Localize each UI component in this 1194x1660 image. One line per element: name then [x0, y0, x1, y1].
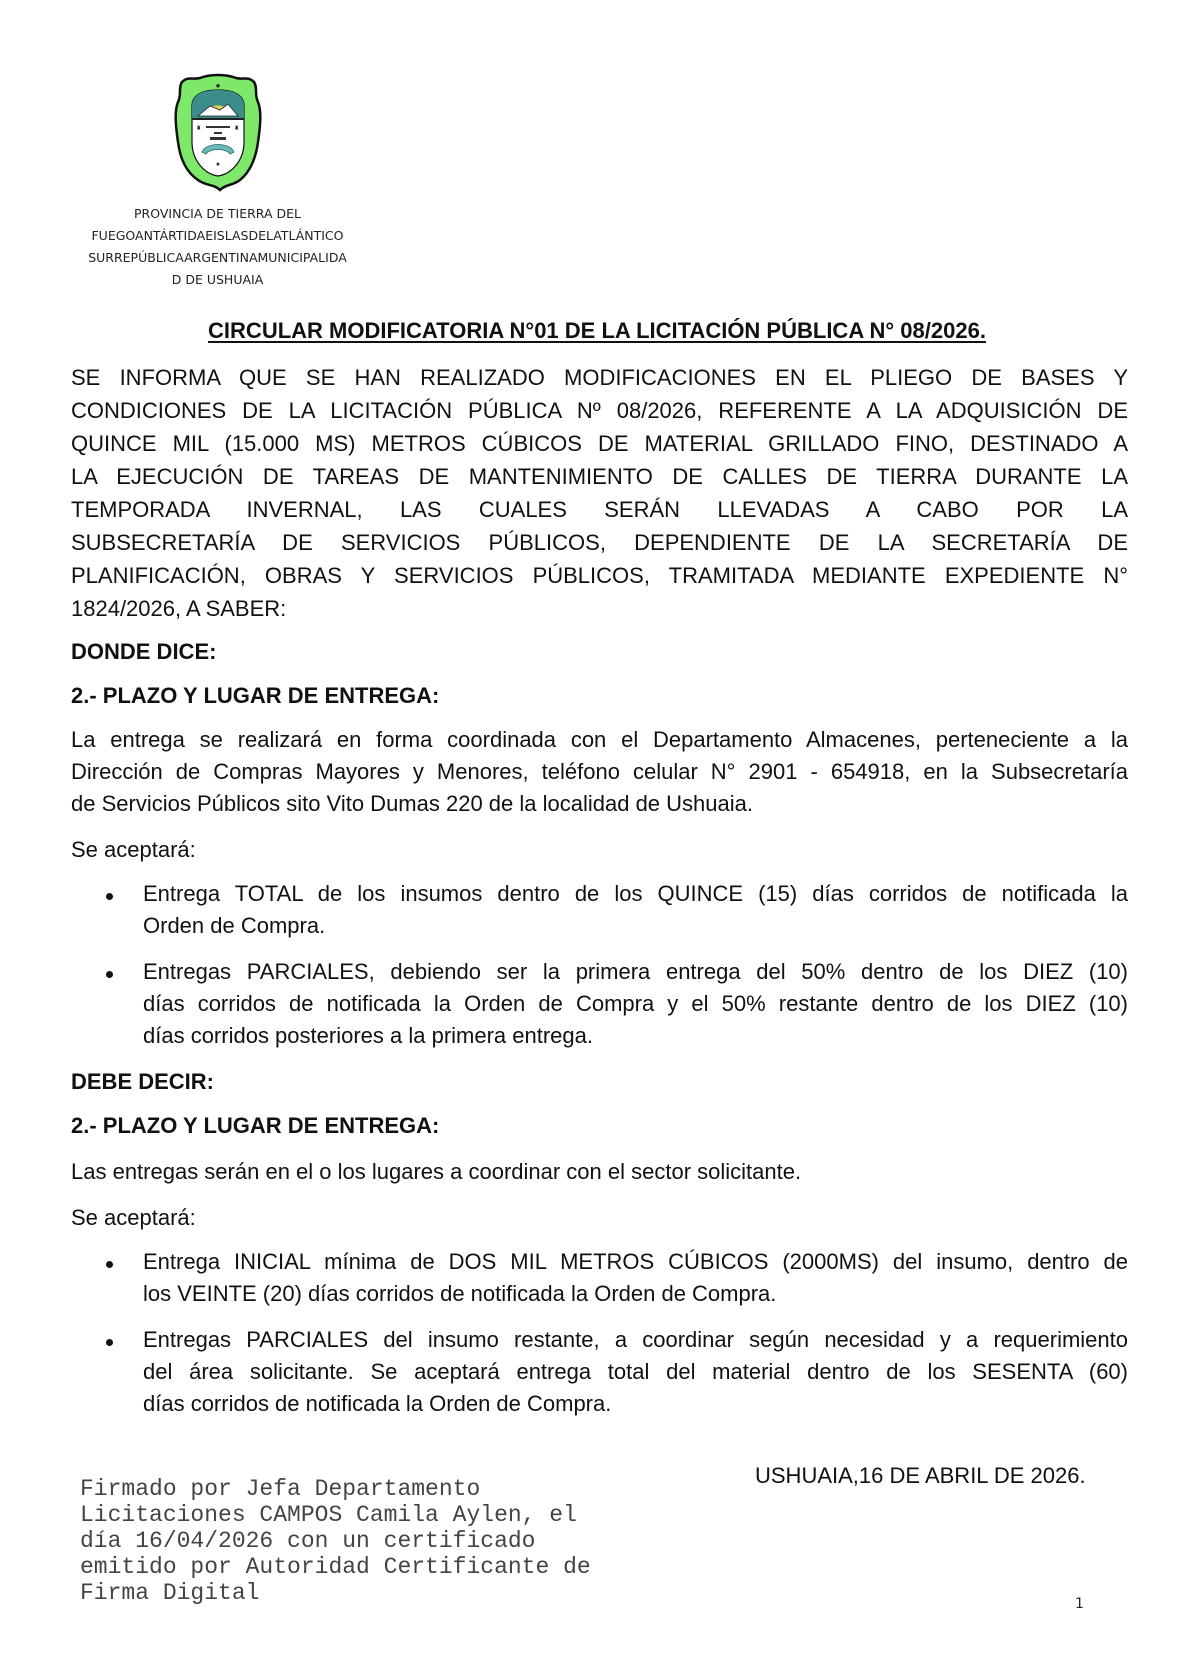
digital-signature-line: Licitaciones CAMPOS Camila Aylen, el [80, 1502, 577, 1528]
logo-text-2 [214, 132, 222, 134]
intro-line: PLANIFICACIÓN, OBRAS Y SERVICIOS PÚBLICOS, TRAMITADA MEDIANTE EXPEDIENTE N° [71, 563, 1128, 588]
logo-tower-left: ♜ [196, 126, 202, 132]
debe-decir-heading: DEBE DECIR: [71, 1069, 215, 1094]
intro-line: QUINCE MIL (15.000 MS) METROS CÚBICOS DE MATERIAL GRILLADO FINO, DESTINADO A [71, 431, 1128, 456]
donde-dice-bullet-line: Entrega TOTAL de los insumos dentro de los QUINCE (15) días corridos de notificada la [143, 881, 1128, 906]
intro-line: SUBSECRETARÍA DE SERVICIOS PÚBLICOS, DEPENDIENTE DE LA SECRETARÍA DE [71, 530, 1128, 555]
digital-signature-line: emitido por Autoridad Certificante de [80, 1554, 591, 1580]
org-line: PROVINCIA DE TIERRA DEL [134, 206, 301, 221]
bullet-icon [106, 971, 113, 978]
donde-dice-bullet-line: Orden de Compra. [143, 913, 326, 938]
bullet-icon [106, 1339, 113, 1346]
digital-signature-line: día 16/04/2026 con un certificado [80, 1528, 536, 1554]
logo-star-top: ★ [214, 83, 222, 90]
donde-dice-heading: DONDE DICE: [71, 639, 217, 664]
document-title: CIRCULAR MODIFICATORIA N°01 DE LA LICITACIÓN PÚBLICA N° 08/2026. [208, 318, 986, 343]
donde-dice-bullet-line: Entregas PARCIALES, debiendo ser la primera entrega del 50% dentro de los DIEZ (10) [143, 959, 1128, 984]
debe-decir-accept-label: Se aceptará: [71, 1205, 196, 1230]
org-line: FUEGOANTÁRTIDAEISLASDELATLÁNTICO [91, 228, 344, 243]
org-line: D DE USHUAIA [171, 272, 264, 287]
donde-dice-accept-label: Se aceptará: [71, 837, 196, 862]
logo-band [192, 118, 244, 120]
donde-dice-paragraph-line: Dirección de Compras Mayores y Menores, teléfono celular N° 2901 - 654918, en la Subsecretaría [71, 759, 1128, 784]
digital-signature-line: Firmado por Jefa Departamento [80, 1476, 481, 1502]
bullet-icon [106, 1261, 113, 1268]
intro-line: 1824/2026, A SABER: [71, 596, 287, 621]
donde-dice-bullet-line: días corridos posteriores a la primera entrega. [143, 1023, 593, 1048]
debe-decir-paragraph: Las entregas serán en el o los lugares a coordinar con el sector solicitante. [71, 1159, 802, 1184]
intro-line: LA EJECUCIÓN DE TAREAS DE MANTENIMIENTO DE CALLES DE TIERRA DURANTE LA [71, 464, 1128, 489]
donde-dice-bullet-line: días corridos de notificada la Orden de Compra y el 50% restante dentro de los DIEZ (10) [143, 991, 1128, 1016]
intro-line: CONDICIONES DE LA LICITACIÓN PÚBLICA Nº 08/2026, REFERENTE A LA ADQUISICIÓN DE [71, 398, 1128, 423]
donde-dice-paragraph-line: La entrega se realizará en forma coordinada con el Departamento Almacenes, perteneciente a la [71, 727, 1128, 752]
municipal-coat-of-arms-logo [170, 72, 266, 192]
org-line: SURREPÚBLICAARGENTINAMUNICIPALIDA [88, 250, 347, 265]
debe-decir-bullet-line: Entregas PARCIALES del insumo restante, a coordinar según necesidad y a requerimiento [143, 1327, 1128, 1352]
intro-line: SE INFORMA QUE SE HAN REALIZADO MODIFICACIONES EN EL PLIEGO DE BASES Y [71, 365, 1128, 390]
bullet-icon [106, 893, 113, 900]
debe-decir-bullet-line: Entrega INICIAL mínima de DOS MIL METROS CÚBICOS (2000MS) del insumo, dentro de [143, 1249, 1128, 1274]
logo-text-1 [206, 126, 230, 128]
logo-text-3 [210, 137, 226, 140]
debe-decir-bullet-line: días corridos de notificada la Orden de Compra. [143, 1391, 612, 1416]
logo-tower-right: ♜ [234, 126, 240, 132]
intro-line: TEMPORADA INVERNAL, LAS CUALES SERÁN LLEVADAS A CABO POR LA [71, 497, 1128, 522]
donde-dice-paragraph-line: de Servicios Públicos sito Vito Dumas 220 de la localidad de Ushuaia. [71, 791, 753, 816]
debe-decir-bullet-line: los VEINTE (20) días corridos de notificada la Orden de Compra. [143, 1281, 777, 1306]
page-number: 1 [1075, 1596, 1084, 1612]
donde-dice-subheading: 2.- PLAZO Y LUGAR DE ENTREGA: [71, 683, 440, 708]
logo-star-bottom: ★ [215, 162, 221, 168]
document-date: USHUAIA,16 DE ABRIL DE 2026. [755, 1463, 1086, 1488]
digital-signature-line: Firma Digital [80, 1580, 260, 1606]
debe-decir-bullet-line: del área solicitante. Se aceptará entrega total del material dentro de los SESENTA (60) [143, 1359, 1128, 1384]
debe-decir-subheading: 2.- PLAZO Y LUGAR DE ENTREGA: [71, 1113, 440, 1138]
